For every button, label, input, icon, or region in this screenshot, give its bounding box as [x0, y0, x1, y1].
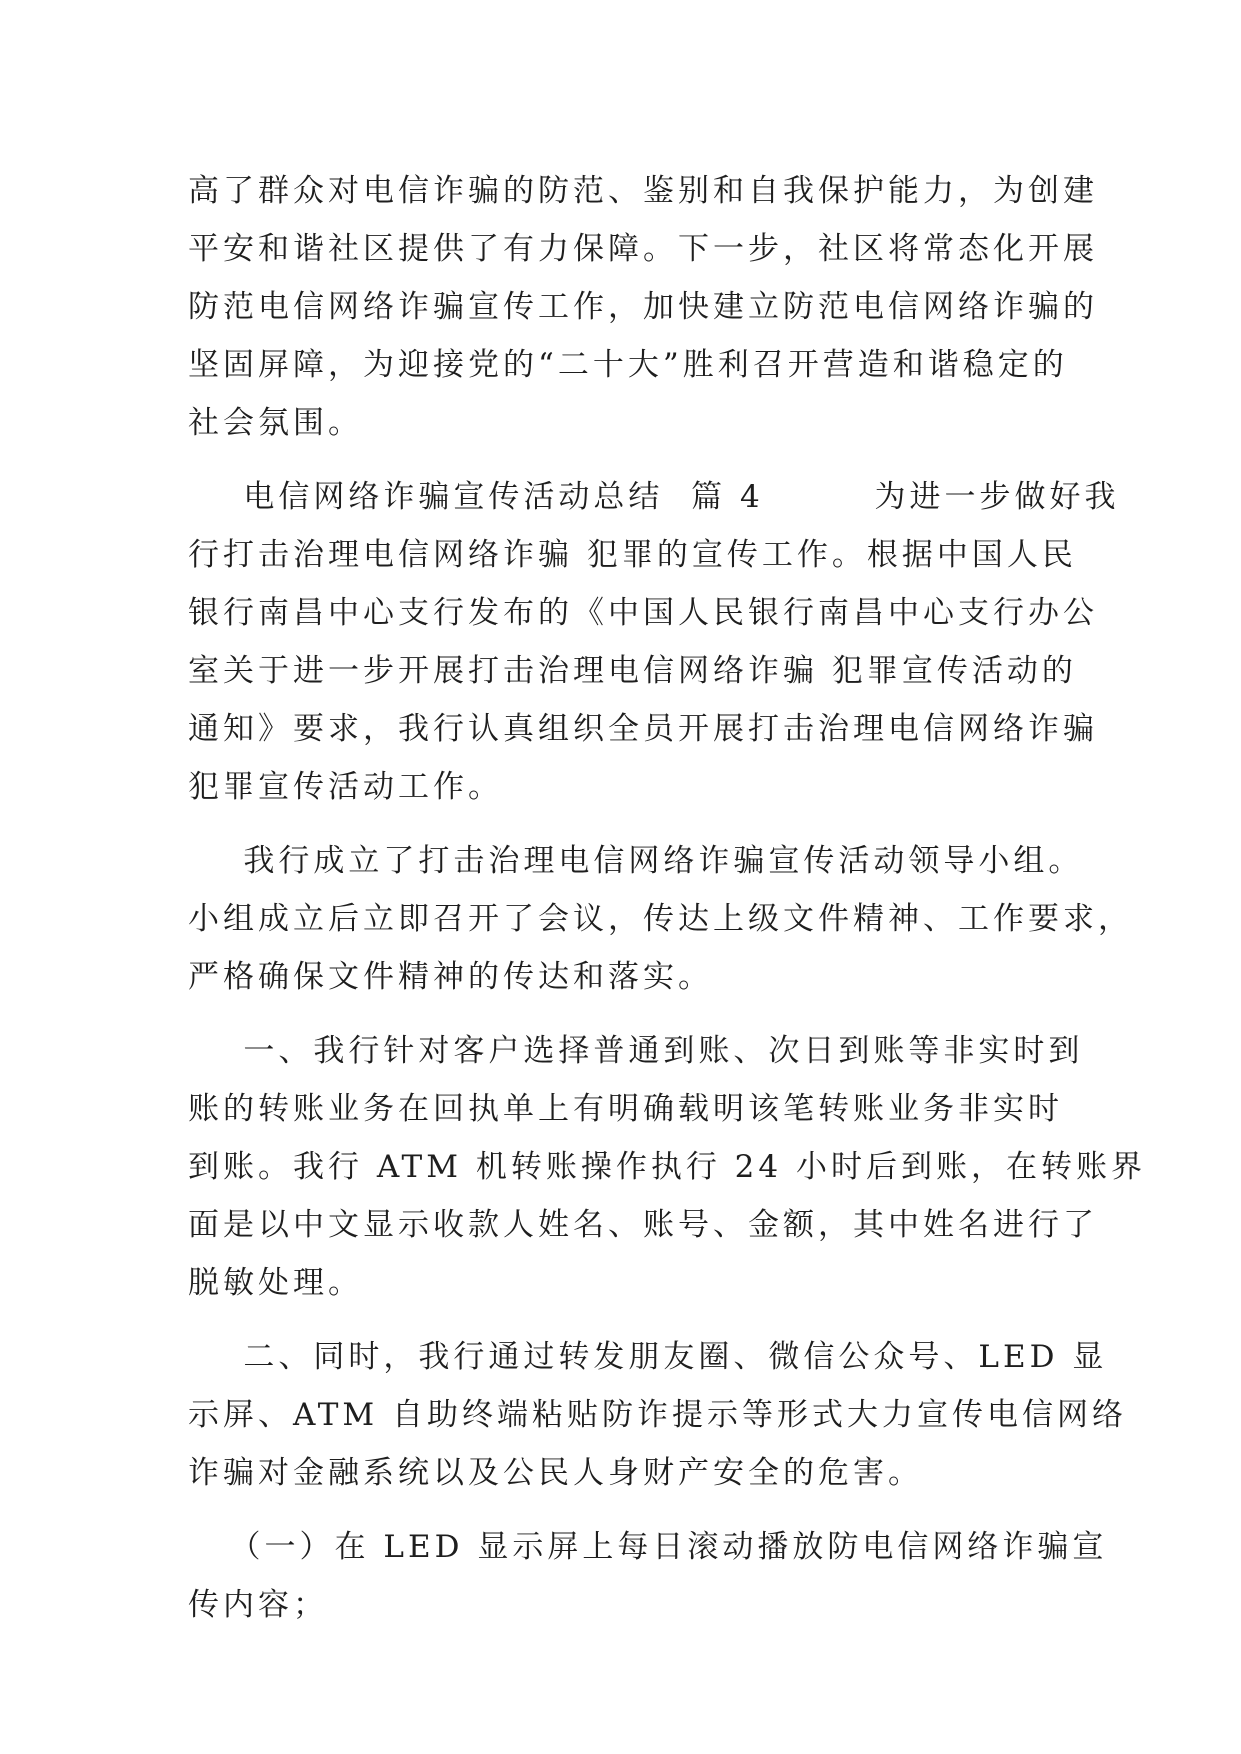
text-line: 面是以中文显示收款人姓名、账号、金额，其中姓名进行了 [188, 1207, 1098, 1243]
document-body [188, 162, 1146, 1634]
paragraph-4 [188, 1022, 1146, 1312]
text-line: 脱敏处理。 [188, 1265, 363, 1301]
text-line: 银行南昌中心支行发布的《中国人民银行南昌中心支行办公 [188, 595, 1098, 631]
paragraph-2 [188, 468, 1120, 816]
text-line: 高了群众对电信诈骗的防范、鉴别和自我保护能力，为创建 [188, 173, 1098, 209]
text-line: （一）在 LED 显示屏上每日滚动播放防电信网络诈骗宣 [188, 1529, 1108, 1565]
paragraph-spacer [188, 1502, 1058, 1518]
text-line: 室关于进一步开展打击治理电信网络诈骗 犯罪宣传活动的 [188, 653, 1077, 689]
text-line: 平安和谐社区提供了有力保障。下一步，社区将常态化开展 [188, 231, 1098, 267]
text-line: 通知》要求，我行认真组织全员开展打击治理电信网络诈骗 [188, 711, 1098, 747]
text-line: 我行成立了打击治理电信网络诈骗宣传活动领导小组。 [188, 843, 1084, 879]
paragraph-spacer [188, 1312, 1058, 1328]
text-line: 到账。我行 ATM 机转账操作执行 24 小时后到账，在转账界 [188, 1149, 1146, 1185]
text-line: 账的转账业务在回执单上有明确载明该笔转账业务非实时 [188, 1091, 1063, 1127]
text-line: 坚固屏障，为迎接党的“二十大”胜利召开营造和谐稳定的 [188, 347, 1068, 383]
text-line: 诈骗对金融系统以及公民人身财产安全的危害。 [188, 1455, 923, 1491]
text-line: 犯罪宣传活动工作。 [188, 769, 503, 805]
text-line: 一、我行针对客户选择普通到账、次日到账等非实时到 [188, 1033, 1084, 1069]
paragraph-1 [188, 162, 1098, 452]
paragraph-spacer [188, 452, 1058, 468]
text-line: 示屏、ATM 自助终端粘贴防诈提示等形式大力宣传电信网络 [188, 1397, 1127, 1433]
text-line: 电信网络诈骗宣传活动总结 篇 4 为进一步做好我 [188, 479, 1120, 515]
paragraph-6 [188, 1518, 1108, 1634]
text-line: 传内容； [188, 1587, 328, 1623]
paragraph-spacer [188, 1006, 1058, 1022]
text-line: 二、同时，我行通过转发朋友圈、微信公众号、LED 显 [188, 1339, 1108, 1375]
text-line: 严格确保文件精神的传达和落实。 [188, 959, 713, 995]
paragraph-3 [188, 832, 1133, 1006]
text-line: 小组成立后立即召开了会议，传达上级文件精神、工作要求， [188, 901, 1133, 937]
paragraph-spacer [188, 816, 1058, 832]
text-line: 行打击治理电信网络诈骗 犯罪的宣传工作。根据中国人民 [188, 537, 1077, 573]
paragraph-5 [188, 1328, 1127, 1502]
text-line: 社会氛围。 [188, 405, 363, 441]
text-line: 防范电信网络诈骗宣传工作，加快建立防范电信网络诈骗的 [188, 289, 1098, 325]
